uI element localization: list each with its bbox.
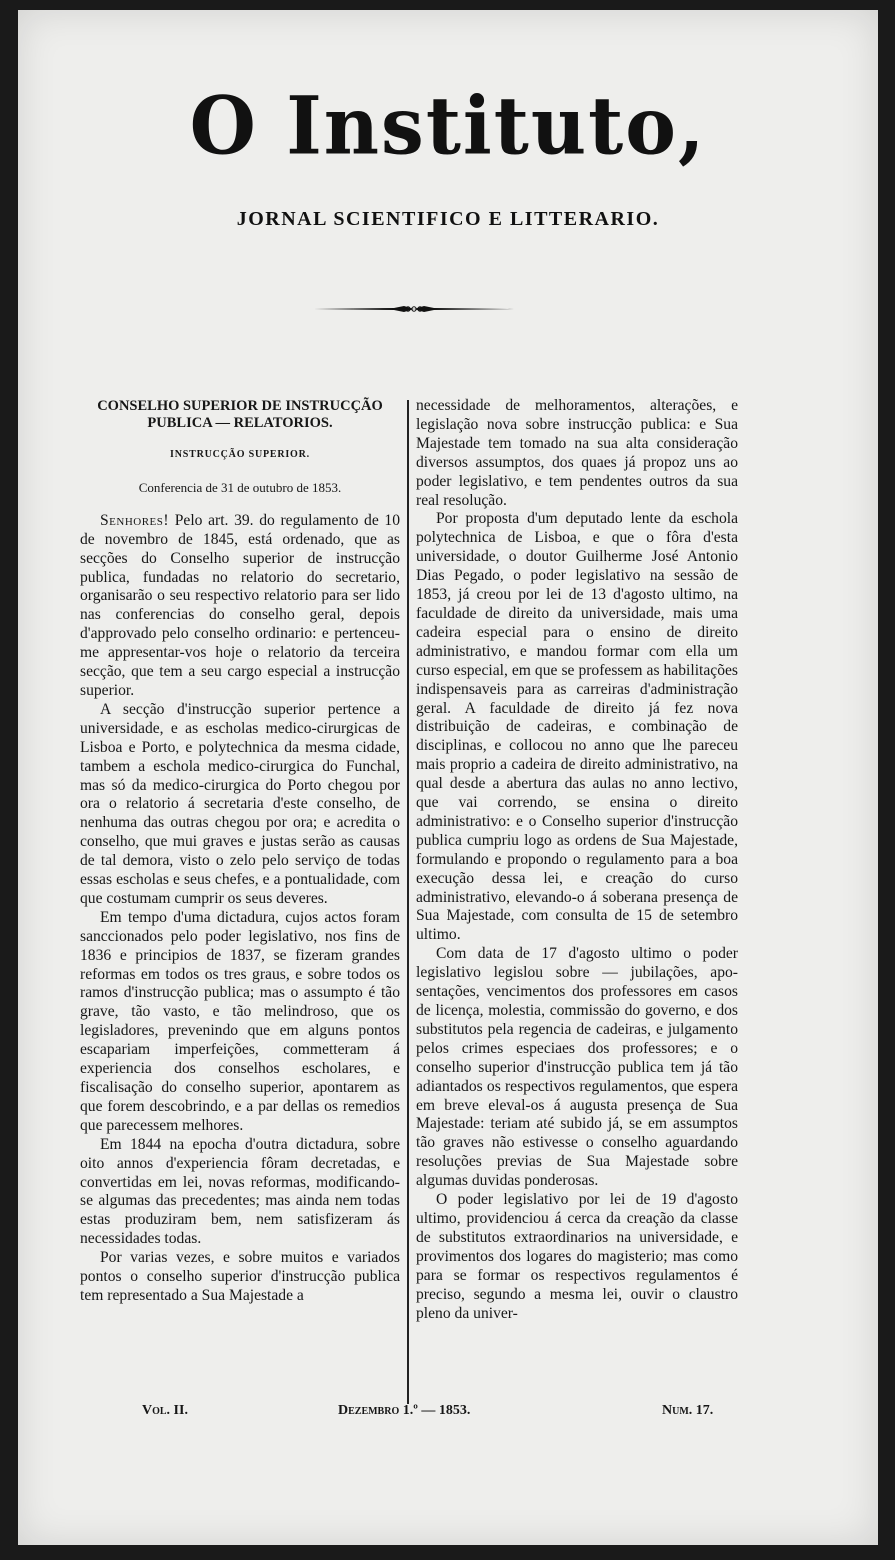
volume-number: Vol. II. xyxy=(142,1403,188,1418)
article-column-right xyxy=(416,397,738,1323)
conference-date: Conferencia de 31 de outubro de 1853. xyxy=(138,479,342,495)
salutation: Senhores! xyxy=(100,511,170,529)
paragraph: Em tempo d'uma dictadura, cujos actos foram sanccionados pelo poder legislativo, nos fins de 1836 e principios de 1837, se fizeram grandes reformas em todos os tres graus, e sobre todos os ramos d'instrucção publica; mas o assumpto é tão grave, tão vasto, e tão melindroso, que os legisladores, prevenindo que em alguns pontos escapariam imperfeições, commetteram á experiencia dos conselhos escholares, e fiscalisação do conselho superior, apontarem as que forem descobrindo, e a par dellas os remedios que parecessem melhores. xyxy=(80,908,400,1134)
masthead xyxy=(18,78,878,231)
paragraph: Com data de 17 d'agosto ultimo o poder legislativo legislou sobre — jubilações, apo-sentações, vencimentos dos professores em casos de licença, molestia, commissão do governo, e dos substitutos pela regencia de cadeiras, e julgamento pelos crimes especiaes dos professores; e o conselho superior d'instrucção publica tem já tão adiantados os respectivos regulamentos, que espera em breve eleval-os á augusta presença de Sua Majestade: teriam até subido já, se em assumptos tão graves não estivesse o conselho aguardando resoluções previas de Sua Majestade sobre algumas duvidas ponderosas. xyxy=(416,945,738,1190)
column-divider xyxy=(407,400,409,1404)
paragraph: Por proposta d'um deputado lente da eschola polytechnica de Lisboa, e que o fôra d'esta universidade, o doutor Guilherme José Antonio Dias Pegado, o poder legislativo na sessão de 1853, já creou por lei de 13 d'agosto ultimo, na faculdade de direito da universidade, mais uma cadeira especial para o ensino de direito administrativo, e mandou formar com ella um curso especial, em que se professem as habilitações indispensaveis para as carreiras d'administração geral. A faculdade de direito já fez nova distribuição de cadeiras, e combinação de disciplinas, e collocou no anno que lhe pareceu mais proprio a cadeira de direito administrativo, na qual desde a abertura das aulas no anno lectivo, que vai correndo, se ensina o direito administrativo: e o Conselho superior d'instrucção publica cumpriu logo as ordens de Sua Majestade, formulando e propondo o regulamento para a boa execução dessa lei, e creação do curso administrativo, elevando-o á soberana presença de Sua Majestade, com consulta de 15 de setembro ultimo. xyxy=(416,510,738,944)
paragraph: Senhores! Pelo art. 39. do regulamento de 10 de novembro de 1845, está ordenado, que as secções do Conselho superior de instrucção publica, fundadas no relatorio do secretario, organisarão o seu respectivo relatorio para ser lido nas conferencias do conselho geral, depois d'approvado pelo conselho ordinario: e pertenceu-me appresentar-vos hoje o relatorio da terceira secção, que tem a seu cargo especial a instrucção superior. xyxy=(80,511,400,699)
newspaper-title: O Instituto, xyxy=(189,78,707,173)
issue-number: Num. 17. xyxy=(662,1403,714,1418)
paragraph: necessidade de melhoramentos, alterações, e legislação nova sobre instrucção publica: e Sua Majestade tem tomado na sua alta consideração diversos assumptos, dos quaes já propoz uns ao poder legislativo, e tem pendentes outros da sua real resolução. xyxy=(416,397,738,509)
page-footer xyxy=(80,1403,740,1423)
article-column-left xyxy=(80,398,400,1306)
paragraph: Por varias vezes, e sobre muitos e variados pontos o conselho superior d'instrucção publica tem representado a Sua Majestade a xyxy=(80,1249,400,1304)
decorative-rule-ornament xyxy=(314,302,514,316)
article-heading: CONSELHO SUPERIOR DE INSTRUCÇÃO PUBLICA — RELATORIOS. xyxy=(97,398,383,431)
paragraph: A secção d'instrucção superior pertence a universidade, e as escholas medico-cirurgicas de Lisboa e Porto, e polytechnica da mesma cidade, tambem a eschola medico-cirurgica do Funchal, mas só da medico-cirurgica do Porto chegou por ora o relatorio á secretaria d'este conselho, de nenhuma das outras chegou por ora; e acredita o conselho, que mui graves e justas serão as causas de tal demora, visto o zelo pelo serviço de todas essas escholas e seus chefes, e a pontualidade, com que costumam cumprir os seus deveres. xyxy=(80,700,400,907)
issue-date: Dezembro 1.º — 1853. xyxy=(338,1403,471,1418)
newspaper-page xyxy=(18,10,878,1545)
paragraph: O poder legislativo por lei de 19 d'agosto ultimo, providenciou á cerca da creação da classe de substitutos extraordinarios na universidade, e provimentos dos logares do magisterio; mas como para se formar os respectivos regulamentos é preciso, segundo a mesma lei, ouvir o claustro pleno da univer- xyxy=(416,1191,738,1322)
paragraph: Em 1844 na epocha d'outra dictadura, sobre oito annos d'experiencia fôram decretadas, e convertidas em lei, novas reformas, modificando-se algumas das precedentes; mas ainda nem todas estas produziram bem, nem satisfizeram ás necessidades todas. xyxy=(80,1135,400,1248)
article-subheading: INSTRUCÇÃO SUPERIOR. xyxy=(170,449,310,460)
newspaper-subtitle: JORNAL SCIENTIFICO E LITTERARIO. xyxy=(236,208,660,230)
